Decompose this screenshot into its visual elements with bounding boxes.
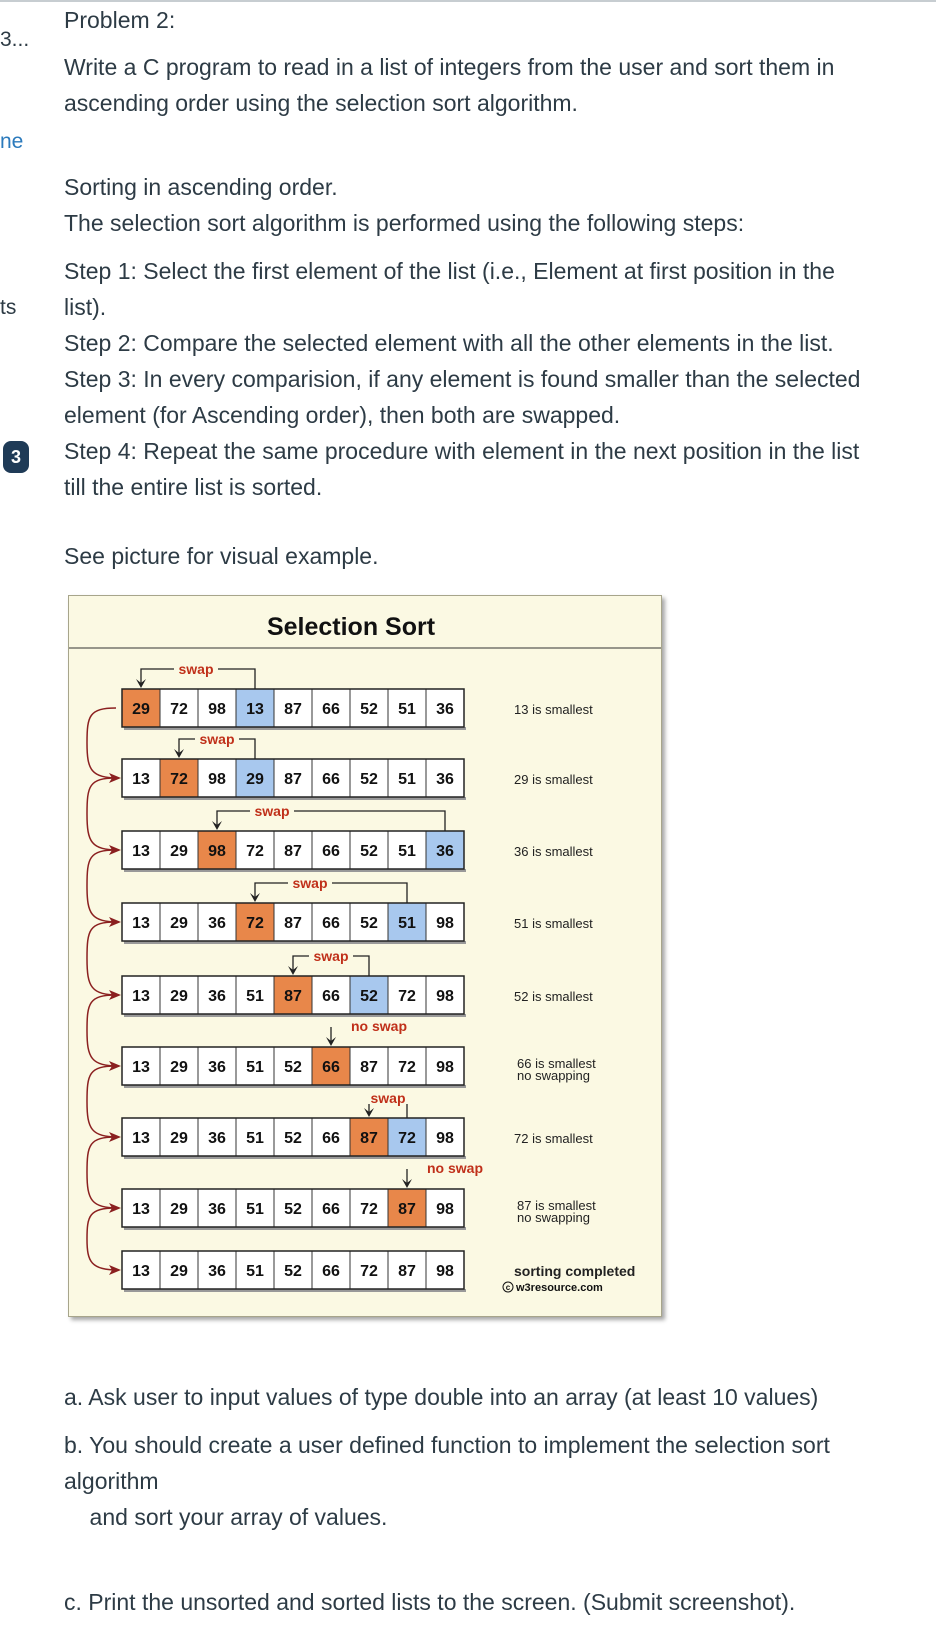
array-cell-value: 13	[132, 915, 150, 932]
sidebar-link-truncated[interactable]: ne	[0, 130, 24, 153]
row-note: 36 is smallest	[514, 844, 593, 859]
step4-line-2: till the entire list is sorted.	[64, 474, 323, 500]
array-cell-value: 72	[398, 1059, 416, 1076]
array-cell-value: 66	[322, 1201, 340, 1218]
array-cell-value: 36	[436, 843, 454, 860]
array-cell-value: 52	[360, 988, 378, 1005]
array-cell-value: 87	[398, 1263, 416, 1280]
array-cell-value: 66	[322, 1263, 340, 1280]
array-cell-value: 13	[132, 1201, 150, 1218]
row-transition-arrow	[87, 778, 119, 850]
array-cell-value: 72	[360, 1263, 378, 1280]
selection-sort-figure	[68, 595, 662, 1317]
array-cell-value: 87	[284, 915, 302, 932]
array-cell-value: 51	[246, 1130, 264, 1147]
swap-label: swap	[292, 875, 328, 891]
array-cell-value: 98	[436, 1130, 454, 1147]
array-cell-value: 87	[360, 1130, 378, 1147]
array-cell-value: 51	[246, 1201, 264, 1218]
figure-title: Selection Sort	[266, 613, 436, 641]
part-c: c. Print the unsorted and sorted lists to the screen. (Submit screenshot).	[64, 1589, 796, 1615]
problem-title: Problem 2:	[64, 7, 176, 33]
part-b-line-1: b. You should create a user defined function to implement the selection sort	[64, 1432, 830, 1458]
row-transition-arrow	[87, 1066, 119, 1137]
intro-line-2: ascending order using the selection sort algorithm.	[64, 90, 578, 116]
array-cell-value: 29	[170, 915, 188, 932]
array-cell-value: 52	[360, 915, 378, 932]
array-cell-value: 87	[284, 771, 302, 788]
array-cell-value: 52	[360, 843, 378, 860]
part-b-line-2: algorithm	[64, 1468, 159, 1494]
array-cell-value: 87	[360, 1059, 378, 1076]
array-cell-value: 66	[322, 843, 340, 860]
copyright-text: w3resource.com	[516, 1282, 603, 1294]
sidebar-item-truncated[interactable]: 3...	[0, 28, 30, 51]
array-cell-value: 52	[284, 1201, 302, 1218]
array-cell-value: 13	[132, 843, 150, 860]
array-cell-value: 13	[132, 988, 150, 1005]
row-note: 51 is smallest	[514, 916, 593, 931]
notification-badge[interactable]: 3	[3, 441, 29, 473]
array-cell-value: 87	[398, 1201, 416, 1218]
array-cell-value: 36	[208, 915, 226, 932]
array-cell-value: 36	[208, 988, 226, 1005]
step3-line-2: element (for Ascending order), then both are swapped.	[64, 402, 621, 428]
array-cell-value: 72	[246, 915, 264, 932]
array-cell-value: 36	[208, 1059, 226, 1076]
array-cell-value: 29	[246, 771, 264, 788]
array-cell-value: 66	[322, 915, 340, 932]
row-note-detail: no swapping	[517, 1068, 590, 1083]
swap-label: swap	[313, 948, 349, 964]
array-cell-value: 52	[360, 701, 378, 718]
array-cell-value: 98	[436, 1201, 454, 1218]
array-cell-value: 36	[208, 1201, 226, 1218]
row-transition-arrow	[87, 708, 119, 778]
array-cell-value: 87	[284, 701, 302, 718]
row-note: sorting completed	[514, 1263, 636, 1279]
array-cell-value: 72	[170, 771, 188, 788]
array-cell-value: 98	[436, 1263, 454, 1280]
array-cell-value: 51	[398, 915, 416, 932]
row-note: 13 is smallest	[514, 702, 593, 717]
array-cell-value: 72	[398, 988, 416, 1005]
array-cell-value: 87	[284, 843, 302, 860]
array-cell-value: 98	[436, 988, 454, 1005]
row-transition-arrow	[87, 922, 119, 995]
array-cell-value: 13	[132, 1263, 150, 1280]
array-cell-value: 87	[284, 988, 302, 1005]
swap-label: swap	[254, 803, 290, 819]
swap-label: swap	[199, 731, 235, 747]
array-cell-value: 98	[208, 701, 226, 718]
array-cell-value: 29	[170, 1201, 188, 1218]
array-cell-value: 72	[170, 701, 188, 718]
part-b-line-3: and sort your array of values.	[64, 1504, 388, 1530]
array-cell-value: 13	[246, 701, 264, 718]
array-cell-value: 51	[246, 1059, 264, 1076]
array-cell-value: 13	[132, 1059, 150, 1076]
row-note: 52 is smallest	[514, 989, 593, 1004]
row-transition-arrow	[87, 1208, 119, 1270]
array-cell-value: 51	[398, 771, 416, 788]
step3-line-1: Step 3: In every comparision, if any element is found smaller than the selected	[64, 366, 861, 392]
step4-line-1: Step 4: Repeat the same procedure with element in the next position in the list	[64, 438, 860, 464]
array-cell-value: 51	[246, 988, 264, 1005]
array-cell-value: 29	[170, 843, 188, 860]
array-cell-value: 98	[208, 843, 226, 860]
array-cell-value: 52	[284, 1263, 302, 1280]
no-swap-label: no swap	[351, 1018, 408, 1034]
row-transition-arrow	[87, 850, 119, 922]
array-cell-value: 13	[132, 771, 150, 788]
array-cell-value: 52	[284, 1059, 302, 1076]
row-transition-arrow	[87, 995, 119, 1066]
array-cell-value: 66	[322, 771, 340, 788]
row-note-detail: no swapping	[517, 1210, 590, 1225]
array-cell-value: 52	[360, 771, 378, 788]
steps-intro: The selection sort algorithm is performed using the following steps:	[64, 210, 745, 236]
see-picture-text: See picture for visual example.	[64, 543, 379, 569]
array-cell-value: 51	[398, 701, 416, 718]
step2: Step 2: Compare the selected element with all the other elements in the list.	[64, 330, 834, 356]
part-a: a. Ask user to input values of type double into an array (at least 10 values)	[64, 1384, 819, 1410]
array-cell-value: 98	[436, 1059, 454, 1076]
array-cell-value: 66	[322, 988, 340, 1005]
sort-heading: Sorting in ascending order.	[64, 174, 338, 200]
array-cell-value: 36	[208, 1130, 226, 1147]
array-cell-value: 29	[170, 1130, 188, 1147]
row-note: 87 is smallest	[517, 1198, 596, 1213]
array-cell-value: 98	[436, 915, 454, 932]
no-swap-label: no swap	[427, 1160, 484, 1176]
array-cell-value: 66	[322, 1130, 340, 1147]
array-cell-value: 72	[360, 1201, 378, 1218]
array-cell-value: 36	[208, 1263, 226, 1280]
array-cell-value: 13	[132, 1130, 150, 1147]
array-cell-value: 72	[246, 843, 264, 860]
array-cell-value: 29	[132, 701, 150, 718]
row-transition-arrow	[87, 1137, 119, 1208]
array-cell-value: 52	[284, 1130, 302, 1147]
step1-line-1: Step 1: Select the first element of the list (i.e., Element at first position in the	[64, 258, 835, 284]
array-cell-value: 29	[170, 988, 188, 1005]
row-note: 29 is smallest	[514, 772, 593, 787]
array-cell-value: 36	[436, 701, 454, 718]
array-cell-value: 51	[246, 1263, 264, 1280]
intro-line-1: Write a C program to read in a list of integers from the user and sort them in	[64, 54, 835, 80]
sidebar-item-truncated-2[interactable]: ts	[0, 296, 17, 319]
step1-line-2: list).	[64, 294, 107, 320]
array-cell-value: 29	[170, 1059, 188, 1076]
array-cell-value: 29	[170, 1263, 188, 1280]
row-note: 72 is smallest	[514, 1131, 593, 1146]
swap-label: swap	[370, 1090, 406, 1106]
copyright-icon-glyph: c	[505, 1283, 511, 1292]
selection-sort-diagram	[69, 596, 661, 1316]
array-cell-value: 72	[398, 1130, 416, 1147]
array-cell-value: 66	[322, 701, 340, 718]
row-note: 66 is smallest	[517, 1056, 596, 1071]
array-cell-value: 98	[208, 771, 226, 788]
array-cell-value: 66	[322, 1059, 340, 1076]
swap-label: swap	[178, 661, 214, 677]
array-cell-value: 36	[436, 771, 454, 788]
array-cell-value: 51	[398, 843, 416, 860]
